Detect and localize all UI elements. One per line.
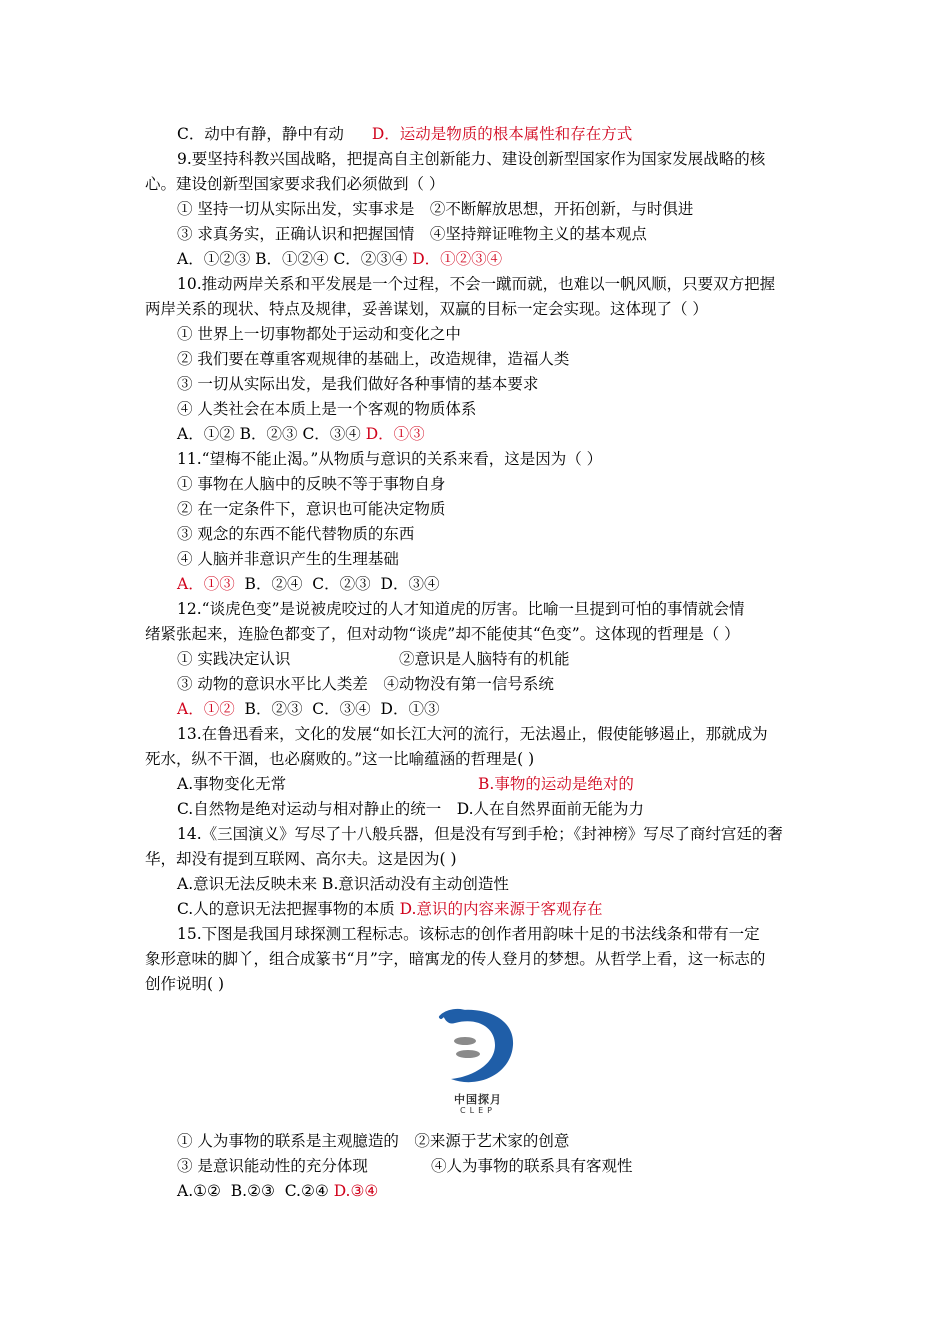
answer-highlight: D．①②③④ [412,250,503,268]
answer-highlight: A．①③ [177,575,235,593]
q9-options-1: ① 坚持一切从实际出发，实事求是 ②不断解放思想，开拓创新，与时俱进 [177,200,694,218]
question-10-cont: 两岸关系的现状、特点及规律，妥善谋划，双赢的目标一定会实现。这体现了（ ） [145,300,708,318]
question-11: 11.“望梅不能止渴。”从物质与意识的关系来看，这是因为（ ） [177,450,603,468]
question-12-cont: 绪紧张起来，连脸色都变了，但对动物“谈虎”却不能使其“色变”。这体现的哲理是（ ） [145,625,740,643]
option-3: ③ 是意识能动性的充分体现 [177,1157,368,1175]
answer-highlight: B.事物的运动是绝对的 [478,775,634,793]
answer-highlight: D．①③ [365,425,425,443]
figure [145,1005,815,1125]
q10-option-3: ③ 一切从实际出发，是我们做好各种事情的基本要求 [177,375,539,393]
q12-options-1 [145,647,815,672]
answer-highlight: D.意识的内容来源于客观存在 [399,900,603,918]
q14-options-cd [145,897,815,922]
option-c: C．动中有静，静中有动 [177,125,344,143]
choices: A．①② B．②③ C．③④ [177,425,361,443]
q11-option-2: ② 在一定条件下，意识也可能决定物质 [177,500,446,518]
question-15: 15.下图是我国月球探测工程标志。该标志的创作者用韵味十足的书法线条和带有一定 [177,925,760,943]
question-9: 9.要坚持科教兴国战略，把提高自主创新能力、建设创新型国家作为国家发展战略的核 [177,150,766,168]
answer-highlight: D.③④ [333,1182,379,1200]
option-c: C.人的意识无法把握事物的本质 [177,900,400,918]
q9-choices [145,247,815,272]
q15-options-2 [145,1154,815,1179]
clep-logo [437,1005,519,1117]
choices: B．②④ C．②③ D．③④ [234,575,440,593]
q11-option-3: ③ 观念的东西不能代替物质的东西 [177,525,415,543]
question-15-cont: 象形意味的脚丫，组合成篆书“月”字，暗寓龙的传人登月的梦想。从哲学上看，这一标志的 [145,950,766,968]
option-a: A.事物变化无常 [177,775,287,793]
moon-logo-icon [437,1005,519,1091]
question-13: 13.在鲁迅看来，文化的发展“如长江大河的流行，无法遏止，假使能够遏止，那就成为 [177,725,768,743]
q15-choices [145,1179,815,1204]
q13-options-cd: C.自然物是绝对运动与相对静止的统一 D.人在自然界面前无能为力 [177,800,645,818]
option-1: ① 实践决定认识 [177,650,291,668]
question-10: 10.推动两岸关系和平发展是一个过程，不会一蹴而就，也难以一帆风顺，只要双方把握 [177,275,776,293]
q14-options-ab: A.意识无法反映未来 B.意识活动没有主动创造性 [177,875,509,893]
q15-options-1: ① 人为事物的联系是主观臆造的 ②来源于艺术家的创意 [177,1132,570,1150]
choices: B．②③ C．③④ D．①③ [234,700,440,718]
q12-options-2: ③ 动物的意识水平比人类差 ④动物没有第一信号系统 [177,675,554,693]
option-2: ②意识是人脑特有的机能 [399,650,570,668]
q11-option-4: ④ 人脑并非意识产生的生理基础 [177,550,399,568]
answer-highlight: D．运动是物质的根本属性和存在方式 [371,125,633,143]
q13-options-ab [145,772,815,797]
logo-subtitle: CLEP [460,1106,496,1115]
question-13-cont: 死水，纵不干涸，也必腐败的。”这一比喻蕴涵的哲理是( ) [145,750,535,768]
option-line [145,122,815,147]
q10-option-4: ④ 人类社会在本质上是一个客观的物质体系 [177,400,477,418]
q10-choices [145,422,815,447]
q12-choices [145,697,815,722]
logo-caption: 中国探月 [454,1093,502,1106]
choices: A．①②③ B．①②④ C．②③④ [177,250,408,268]
question-15-cont2: 创作说明( ) [145,975,225,993]
question-12: 12.“谈虎色变”是说被虎咬过的人才知道虎的厉害。比喻一旦提到可怕的事情就会情 [177,600,745,618]
q10-option-1: ① 世界上一切事物都处于运动和变化之中 [177,325,461,343]
document-page [145,122,815,1204]
q11-option-1: ① 事物在人脑中的反映不等于事物自身 [177,475,446,493]
q11-choices [145,572,815,597]
option-4: ④人为事物的联系具有客观性 [431,1157,633,1175]
question-9-cont: 心。建设创新型国家要求我们必须做到（ ） [145,175,445,193]
question-14: 14.《三国演义》写尽了十八般兵器，但是没有写到手枪；《封神榜》写尽了商纣宫廷的奢 [177,825,783,843]
choices: A.①② B.②③ C.②④ [177,1182,334,1200]
answer-highlight: A．①② [177,700,235,718]
q10-option-2: ② 我们要在尊重客观规律的基础上，改造规律，造福人类 [177,350,570,368]
q9-options-2: ③ 求真务实，正确认识和把握国情 ④坚持辩证唯物主义的基本观点 [177,225,647,243]
question-14-cont: 华，却没有提到互联网、高尔夫。这是因为( ) [145,850,457,868]
